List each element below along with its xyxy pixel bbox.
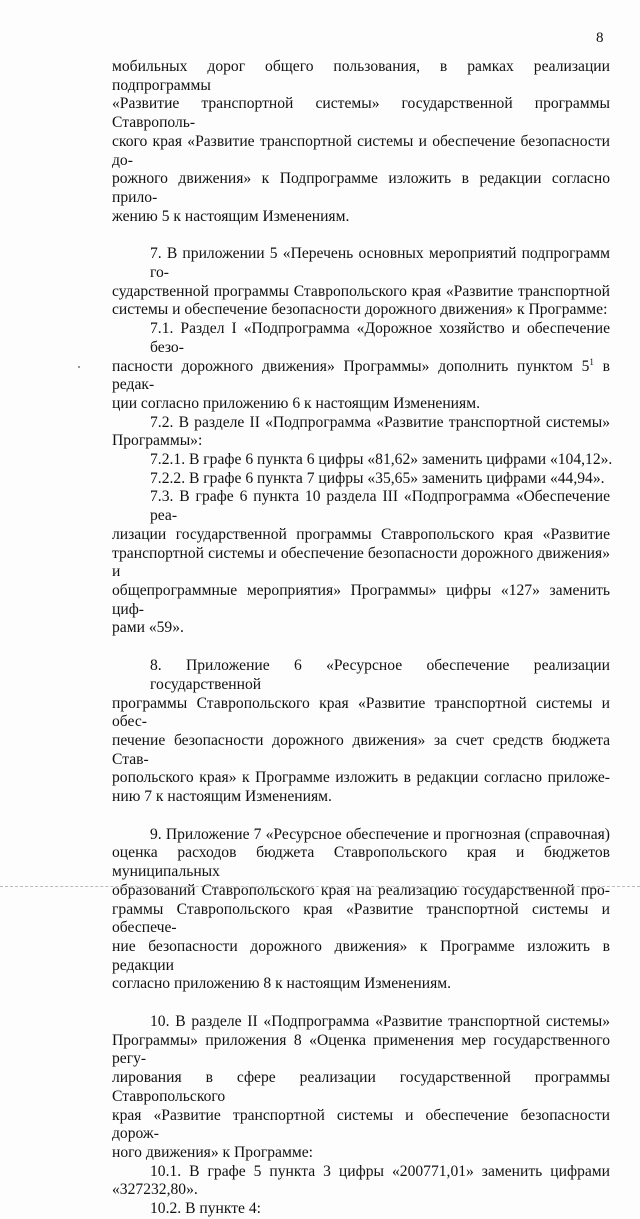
- text-line: 7.2.1. В графе 6 пункта 6 цифры «81,62» заменить цифрами «104,12».: [150, 451, 613, 469]
- superscript: 1: [589, 356, 594, 367]
- text-line: Программы» приложения 8 «Оценка применения мер государственного регу-: [112, 1031, 610, 1068]
- paragraph-item-7-2-1: [112, 451, 613, 470]
- scan-speck: [78, 366, 80, 368]
- text-line: 9. Приложение 7 «Ресурсное обеспечение и прогнозная (справочная): [150, 825, 610, 843]
- text-line: образований Ставропольского края на реализацию государственной про-: [112, 881, 610, 899]
- text-line: 10.1. В графе 5 пункта 3 цифры «200771,01» заменить цифрами: [150, 1162, 610, 1180]
- text-line: 7.2.2. В графе 6 пункта 7 цифры «35,65» заменить цифрами «44,94».: [150, 469, 605, 487]
- text-line: программы Ставропольского края «Развитие транспортной системы и обес-: [112, 694, 610, 731]
- text-line: Программы»:: [112, 432, 203, 450]
- paragraph-item-7: [112, 245, 610, 320]
- text-line: ного движения» к Программе:: [112, 1143, 313, 1161]
- paragraph-continuation: [112, 58, 610, 226]
- text-line: согласно приложению 8 к настоящим Изменениям.: [112, 975, 452, 993]
- text-line: рами «59».: [112, 619, 184, 637]
- text-line: транспортной системы и обеспечение безопасности дорожного движения» и: [112, 544, 610, 581]
- text-line: 7.1. Раздел I «Подпрограмма «Дорожное хозяйство и обеспечение безо-: [150, 320, 610, 356]
- text-line: края «Развитие транспортной системы и обеспечение безопасности дорож-: [112, 1106, 610, 1143]
- text-line: общепрограммные мероприятия» Программы» цифры «127» заменить циф-: [112, 581, 610, 618]
- paragraph-item-10: [112, 1013, 610, 1163]
- paragraph-item-9: [112, 826, 610, 994]
- text-line: лирования в сфере реализации государственной программы Ставропольского: [112, 1069, 610, 1105]
- paragraph-item-7-2-2: [112, 470, 610, 489]
- text-line: системы и обеспечение безопасности дорожного движения» к Программе:: [112, 301, 608, 319]
- text-line: граммы Ставропольского края «Развитие транспортной системы и обеспече-: [112, 900, 610, 937]
- text-line: ского края «Развитие транспортной системы и обеспечение безопасности до-: [112, 132, 610, 169]
- paragraph-item-7-2: [112, 414, 610, 451]
- text-line: 10. В разделе II «Подпрограмма «Развитие транспортной системы»: [150, 1013, 610, 1031]
- page-bottom-edge: [0, 886, 640, 887]
- text-line: жению 5 к настоящим Изменениям.: [112, 207, 350, 225]
- text-line: ропольского края» к Программе изложить в редакции согласно приложе-: [112, 769, 610, 787]
- text-line: «Развитие транспортной системы» государственной программы Ставрополь-: [112, 95, 610, 132]
- text-line: оценка расходов бюджета Ставропольского края и бюджетов муниципальных: [112, 844, 610, 881]
- text-line: печение безопасности дорожного движения» за счет средств бюджета Став-: [112, 731, 610, 768]
- paragraph-item-8: [112, 657, 610, 807]
- text-line: пасности дорожного движения» Программы» дополнить пунктом $5^1$ в редак-: [112, 356, 610, 394]
- paragraph-item-10-2: [112, 1200, 610, 1219]
- text-line: «327232,80».: [112, 1181, 198, 1199]
- page-number: 8: [596, 30, 604, 46]
- paragraph-item-7-3: [112, 488, 610, 638]
- paragraph-item-7-1: [112, 320, 610, 414]
- text-line: лизации государственной программы Ставропольского края «Развитие: [112, 525, 610, 543]
- text-line: сударственной программы Ставропольского края «Развитие транспортной: [112, 282, 610, 300]
- text-line: мобильных дорог общего пользования, в рамках реализации подпрограммы: [112, 58, 610, 94]
- text-line: ние безопасности дорожного движения» к Программе изложить в редакции: [112, 937, 610, 974]
- text-line: рожного движения» к Подпрограмме изложить в редакции согласно прило-: [112, 170, 610, 206]
- text-line: ции согласно приложению 6 к настоящим Изменениям.: [112, 394, 480, 412]
- text-line: нию 7 к настоящим Изменениям.: [112, 788, 332, 806]
- text-line: 8. Приложение 6 «Ресурсное обеспечение реализации государственной: [150, 657, 610, 693]
- text-line: 7.3. В графе 6 пункта 10 раздела III «Подпрограмма «Обеспечение реа-: [150, 488, 610, 525]
- text-line: 7. В приложении 5 «Перечень основных мероприятий подпрограмм го-: [150, 245, 610, 282]
- document-body: [112, 58, 613, 1219]
- text-line: 10.2. В пункте 4:: [150, 1200, 262, 1218]
- paragraph-item-10-1: [112, 1163, 610, 1200]
- text-line: 7.2. В разделе II «Подпрограмма «Развитие транспортной системы»: [150, 413, 610, 431]
